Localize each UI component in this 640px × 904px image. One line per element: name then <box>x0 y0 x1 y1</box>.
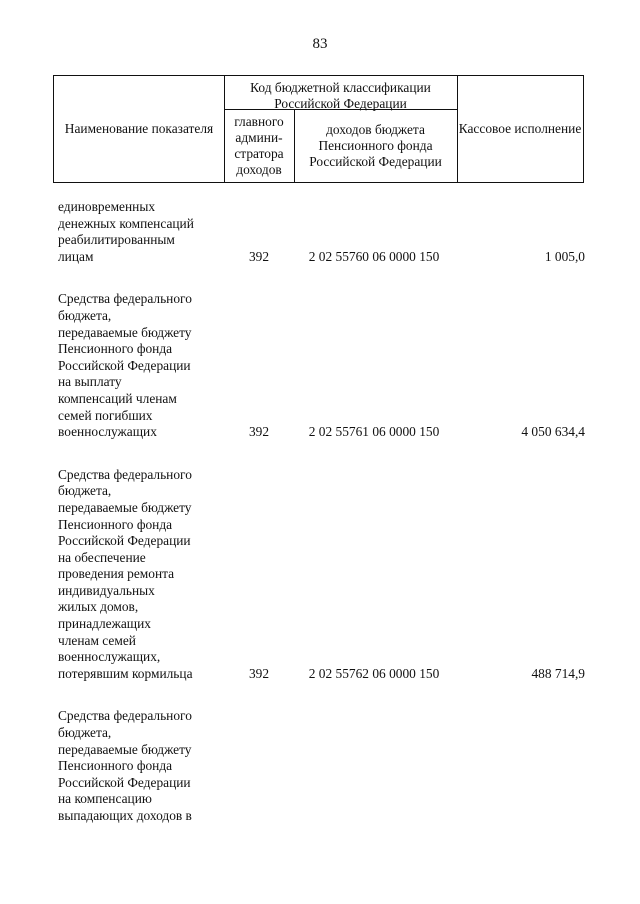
row-indicator-name: единовременных денежных компенсаций реабилитированным лицам <box>58 199 194 264</box>
header-cash-execution: Кассовое исполнение <box>457 75 584 183</box>
table-row <box>58 467 588 683</box>
row-indicator-name: Средства федерального бюджета, передаваемые бюджету Пенсионного фонда Российской Федерации на компенсацию выпадающих доходов в <box>58 708 192 823</box>
table-row <box>58 708 588 824</box>
row-admin-code: 392 <box>248 665 270 681</box>
row-cash-amount: 488 714,9 <box>531 665 585 681</box>
row-indicator-name: Средства федерального бюджета, передаваемые бюджету Пенсионного фонда Российской Федерации на выплату компенсаций членам семей погибших военнослужащих <box>58 291 192 440</box>
row-indicator-name: Средства федерального бюджета, передаваемые бюджету Пенсионного фонда Российской Федерации на обеспечение проведения ремонта индивидуальных жилых домов, принадлежащих членам семей военнослужащих, потерявшим кормильца <box>58 466 193 681</box>
row-admin-code: 392 <box>248 424 270 440</box>
header-fund-income: доходов бюджета Пенсионного фонда Российской Федерации <box>294 109 458 183</box>
header-indicator-name: Наименование показателя <box>53 75 225 183</box>
page-number: 83 <box>312 36 328 52</box>
header-budget-code-group: Код бюджетной классификации Российской Федерации <box>224 75 458 110</box>
row-cash-amount: 4 050 634,4 <box>521 424 585 440</box>
row-admin-code: 392 <box>248 248 270 264</box>
table-row <box>58 291 588 440</box>
table-row <box>58 199 588 265</box>
row-income-code: 2 02 55761 06 0000 150 <box>308 424 440 440</box>
row-income-code: 2 02 55762 06 0000 150 <box>308 665 440 681</box>
header-main-administrator: главного админи-стратора доходов <box>224 109 295 183</box>
row-income-code: 2 02 55760 06 0000 150 <box>308 248 440 264</box>
table-body <box>58 199 588 851</box>
row-cash-amount: 1 005,0 <box>544 248 585 264</box>
